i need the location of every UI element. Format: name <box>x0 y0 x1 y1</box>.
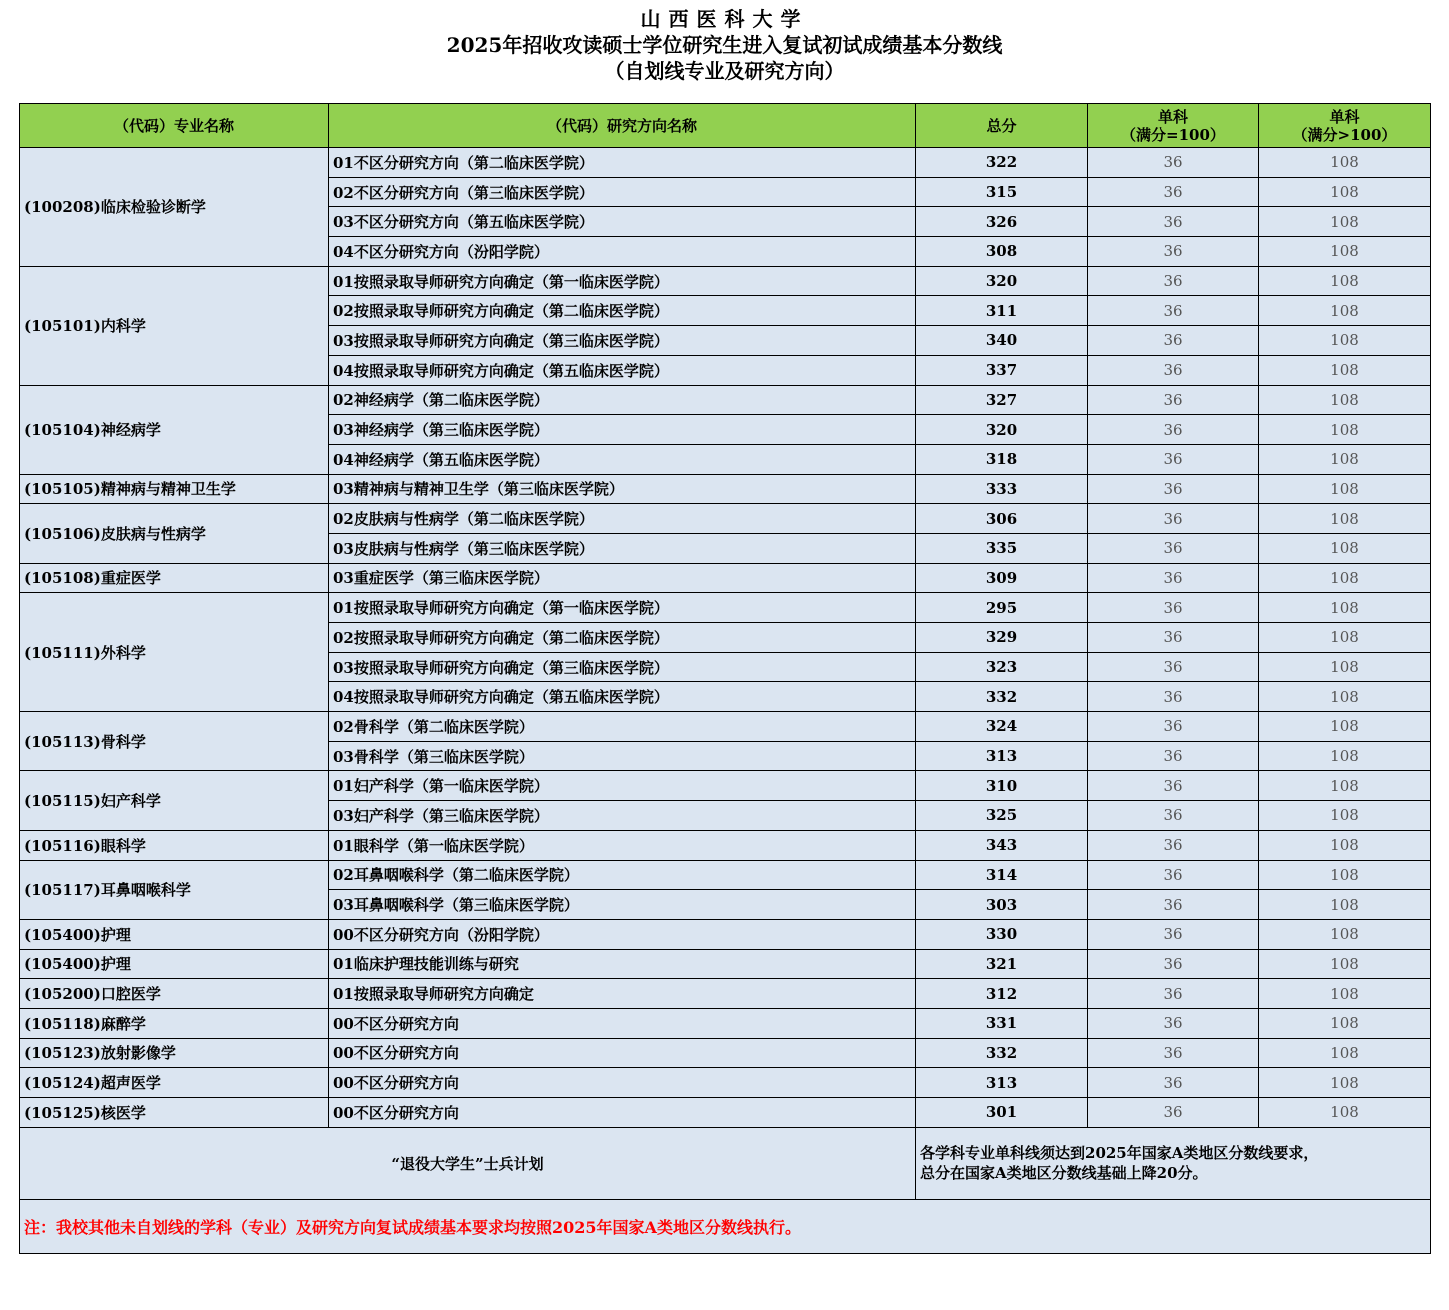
table-row <box>20 1008 1431 1038</box>
total-score: 325 <box>916 801 1088 831</box>
single-score-over-100: 108 <box>1259 474 1431 504</box>
major-name: (105108)重症医学 <box>20 563 329 593</box>
total-score: 311 <box>916 296 1088 326</box>
major-name: (100208)临床检验诊断学 <box>20 148 329 267</box>
header-single-100-l2: （满分=100） <box>1121 125 1225 144</box>
total-score: 337 <box>916 355 1088 385</box>
table-row <box>20 1098 1431 1128</box>
major-name: (105125)核医学 <box>20 1098 329 1128</box>
single-score-100: 36 <box>1088 682 1259 712</box>
direction-name: 01按照录取导师研究方向确定 <box>329 979 916 1009</box>
single-score-100: 36 <box>1088 890 1259 920</box>
direction-name: 04神经病学（第五临床医学院） <box>329 444 916 474</box>
single-score-over-100: 108 <box>1259 949 1431 979</box>
single-score-100: 36 <box>1088 474 1259 504</box>
direction-name: 00不区分研究方向（汾阳学院） <box>329 919 916 949</box>
plan-rule-line2: 总分在国家A类地区分数线基础上降20分。 <box>920 1164 1208 1183</box>
table-row <box>20 771 1431 801</box>
direction-name: 03耳鼻咽喉科学（第三临床医学院） <box>329 890 916 920</box>
single-score-100: 36 <box>1088 237 1259 267</box>
total-score: 313 <box>916 741 1088 771</box>
score-table <box>19 103 1431 1254</box>
total-score: 303 <box>916 890 1088 920</box>
major-name: (105106)皮肤病与性病学 <box>20 504 329 563</box>
major-name: (105115)妇产科学 <box>20 771 329 830</box>
single-score-100: 36 <box>1088 860 1259 890</box>
direction-name: 01按照录取导师研究方向确定（第一临床医学院） <box>329 266 916 296</box>
single-score-over-100: 108 <box>1259 148 1431 178</box>
direction-name: 03按照录取导师研究方向确定（第三临床医学院） <box>329 652 916 682</box>
major-name: (105124)超声医学 <box>20 1068 329 1098</box>
single-score-over-100: 108 <box>1259 385 1431 415</box>
single-score-100: 36 <box>1088 444 1259 474</box>
single-score-over-100: 108 <box>1259 563 1431 593</box>
single-score-100: 36 <box>1088 949 1259 979</box>
major-name: (105400)护理 <box>20 919 329 949</box>
single-score-100: 36 <box>1088 1068 1259 1098</box>
direction-name: 03不区分研究方向（第五临床医学院） <box>329 207 916 237</box>
direction-name: 02神经病学（第二临床医学院） <box>329 385 916 415</box>
single-score-100: 36 <box>1088 623 1259 653</box>
single-score-100: 36 <box>1088 415 1259 445</box>
total-score: 315 <box>916 177 1088 207</box>
direction-name: 03妇产科学（第三临床医学院） <box>329 801 916 831</box>
plan-row <box>20 1127 1431 1199</box>
header-single-100 <box>1088 104 1259 148</box>
total-score: 332 <box>916 682 1088 712</box>
single-score-over-100: 108 <box>1259 1098 1431 1128</box>
total-score: 306 <box>916 504 1088 534</box>
single-score-over-100: 108 <box>1259 712 1431 742</box>
total-score: 331 <box>916 1008 1088 1038</box>
single-score-100: 36 <box>1088 355 1259 385</box>
header-major: （代码）专业名称 <box>20 104 329 148</box>
single-score-over-100: 108 <box>1259 504 1431 534</box>
total-score: 340 <box>916 326 1088 356</box>
total-score: 320 <box>916 266 1088 296</box>
total-score: 321 <box>916 949 1088 979</box>
major-name: (105118)麻醉学 <box>20 1008 329 1038</box>
table-row <box>20 474 1431 504</box>
direction-name: 00不区分研究方向 <box>329 1008 916 1038</box>
direction-name: 03按照录取导师研究方向确定（第三临床医学院） <box>329 326 916 356</box>
single-score-100: 36 <box>1088 296 1259 326</box>
header-single-over-100-l2: （满分>100） <box>1292 125 1397 144</box>
total-score: 301 <box>916 1098 1088 1128</box>
direction-name: 01妇产科学（第一临床医学院） <box>329 771 916 801</box>
total-score: 322 <box>916 148 1088 178</box>
single-score-over-100: 108 <box>1259 177 1431 207</box>
major-name: (105113)骨科学 <box>20 712 329 771</box>
single-score-over-100: 108 <box>1259 860 1431 890</box>
direction-name: 04不区分研究方向（汾阳学院） <box>329 237 916 267</box>
single-score-100: 36 <box>1088 504 1259 534</box>
major-name: (105123)放射影像学 <box>20 1038 329 1068</box>
table-row <box>20 830 1431 860</box>
total-score: 308 <box>916 237 1088 267</box>
total-score: 313 <box>916 1068 1088 1098</box>
single-score-100: 36 <box>1088 712 1259 742</box>
university-name: 山西医科大学 <box>640 7 809 31</box>
single-score-over-100: 108 <box>1259 623 1431 653</box>
table-row <box>20 593 1431 623</box>
total-score: 320 <box>916 415 1088 445</box>
plan-rule <box>916 1127 1431 1199</box>
major-name: (105116)眼科学 <box>20 830 329 860</box>
single-score-100: 36 <box>1088 593 1259 623</box>
direction-name: 01眼科学（第一临床医学院） <box>329 830 916 860</box>
table-row <box>20 266 1431 296</box>
single-score-100: 36 <box>1088 326 1259 356</box>
direction-name: 01临床护理技能训练与研究 <box>329 949 916 979</box>
single-score-over-100: 108 <box>1259 444 1431 474</box>
total-score: 326 <box>916 207 1088 237</box>
single-score-100: 36 <box>1088 1008 1259 1038</box>
major-name: (105400)护理 <box>20 949 329 979</box>
title-main: 2025年招收攻读硕士学位研究生进入复试初试成绩基本分数线 <box>446 33 1003 57</box>
total-score: 333 <box>916 474 1088 504</box>
table-row <box>20 949 1431 979</box>
single-score-over-100: 108 <box>1259 207 1431 237</box>
single-score-100: 36 <box>1088 1038 1259 1068</box>
single-score-over-100: 108 <box>1259 593 1431 623</box>
direction-name: 02按照录取导师研究方向确定（第二临床医学院） <box>329 623 916 653</box>
single-score-over-100: 108 <box>1259 771 1431 801</box>
header-direction: （代码）研究方向名称 <box>329 104 916 148</box>
total-score: 310 <box>916 771 1088 801</box>
single-score-over-100: 108 <box>1259 533 1431 563</box>
direction-name: 01按照录取导师研究方向确定（第一临床医学院） <box>329 593 916 623</box>
single-score-over-100: 108 <box>1259 266 1431 296</box>
single-score-100: 36 <box>1088 563 1259 593</box>
major-name: (105200)口腔医学 <box>20 979 329 1009</box>
table-body <box>20 148 1431 1128</box>
header-row <box>20 104 1431 148</box>
single-score-over-100: 108 <box>1259 890 1431 920</box>
major-name: (105105)精神病与精神卫生学 <box>20 474 329 504</box>
single-score-100: 36 <box>1088 207 1259 237</box>
direction-name: 04按照录取导师研究方向确定（第五临床医学院） <box>329 355 916 385</box>
major-name: (105101)内科学 <box>20 266 329 385</box>
total-score: 330 <box>916 919 1088 949</box>
direction-name: 03皮肤病与性病学（第三临床医学院） <box>329 533 916 563</box>
direction-name: 00不区分研究方向 <box>329 1098 916 1128</box>
total-score: 329 <box>916 623 1088 653</box>
single-score-over-100: 108 <box>1259 415 1431 445</box>
single-score-over-100: 108 <box>1259 682 1431 712</box>
table-row <box>20 563 1431 593</box>
plan-rule-line1: 各学科专业单科线须达到2025年国家A类地区分数线要求， <box>920 1144 1319 1163</box>
single-score-100: 36 <box>1088 979 1259 1009</box>
total-score: 324 <box>916 712 1088 742</box>
header-total: 总分 <box>916 104 1088 148</box>
single-score-over-100: 108 <box>1259 979 1431 1009</box>
major-name: (105111)外科学 <box>20 593 329 712</box>
single-score-over-100: 108 <box>1259 1008 1431 1038</box>
single-score-100: 36 <box>1088 533 1259 563</box>
table-row <box>20 979 1431 1009</box>
footnote: 注：我校其他未自划线的学科（专业）及研究方向复试成绩基本要求均按照2025年国家A类地区分数线执行。 <box>20 1199 1431 1253</box>
table-row <box>20 385 1431 415</box>
direction-name: 03精神病与精神卫生学（第三临床医学院） <box>329 474 916 504</box>
major-name: (105117)耳鼻咽喉科学 <box>20 860 329 919</box>
single-score-100: 36 <box>1088 771 1259 801</box>
direction-name: 02皮肤病与性病学（第二临床医学院） <box>329 504 916 534</box>
direction-name: 00不区分研究方向 <box>329 1068 916 1098</box>
single-score-100: 36 <box>1088 919 1259 949</box>
single-score-100: 36 <box>1088 148 1259 178</box>
direction-name: 02不区分研究方向（第三临床医学院） <box>329 177 916 207</box>
single-score-100: 36 <box>1088 652 1259 682</box>
direction-name: 00不区分研究方向 <box>329 1038 916 1068</box>
single-score-100: 36 <box>1088 266 1259 296</box>
single-score-100: 36 <box>1088 177 1259 207</box>
table-row <box>20 919 1431 949</box>
table-row <box>20 1038 1431 1068</box>
header-single-over-100-l1: 单科 <box>1329 107 1360 126</box>
table-row <box>20 148 1431 178</box>
table-row <box>20 504 1431 534</box>
table-row <box>20 860 1431 890</box>
total-score: 335 <box>916 533 1088 563</box>
total-score: 314 <box>916 860 1088 890</box>
total-score: 343 <box>916 830 1088 860</box>
single-score-100: 36 <box>1088 830 1259 860</box>
single-score-over-100: 108 <box>1259 355 1431 385</box>
table-row <box>20 712 1431 742</box>
single-score-over-100: 108 <box>1259 652 1431 682</box>
direction-name: 02骨科学（第二临床医学院） <box>329 712 916 742</box>
direction-name: 03神经病学（第三临床医学院） <box>329 415 916 445</box>
single-score-over-100: 108 <box>1259 830 1431 860</box>
direction-name: 03骨科学（第三临床医学院） <box>329 741 916 771</box>
total-score: 318 <box>916 444 1088 474</box>
total-score: 295 <box>916 593 1088 623</box>
single-score-100: 36 <box>1088 741 1259 771</box>
document-title <box>0 6 1449 84</box>
plan-name: “退役大学生”士兵计划 <box>20 1127 916 1199</box>
single-score-over-100: 108 <box>1259 1068 1431 1098</box>
single-score-over-100: 108 <box>1259 326 1431 356</box>
title-subtitle: （自划线专业及研究方向） <box>604 59 845 83</box>
major-name: (105104)神经病学 <box>20 385 329 474</box>
total-score: 332 <box>916 1038 1088 1068</box>
direction-name: 02按照录取导师研究方向确定（第二临床医学院） <box>329 296 916 326</box>
single-score-over-100: 108 <box>1259 801 1431 831</box>
header-single-over-100 <box>1259 104 1431 148</box>
single-score-over-100: 108 <box>1259 741 1431 771</box>
direction-name: 03重症医学（第三临床医学院） <box>329 563 916 593</box>
single-score-over-100: 108 <box>1259 1038 1431 1068</box>
total-score: 312 <box>916 979 1088 1009</box>
single-score-over-100: 108 <box>1259 296 1431 326</box>
table-row <box>20 1068 1431 1098</box>
direction-name: 02耳鼻咽喉科学（第二临床医学院） <box>329 860 916 890</box>
total-score: 327 <box>916 385 1088 415</box>
direction-name: 04按照录取导师研究方向确定（第五临床医学院） <box>329 682 916 712</box>
header-single-100-l1: 单科 <box>1157 107 1188 126</box>
total-score: 309 <box>916 563 1088 593</box>
direction-name: 01不区分研究方向（第二临床医学院） <box>329 148 916 178</box>
single-score-100: 36 <box>1088 801 1259 831</box>
single-score-over-100: 108 <box>1259 237 1431 267</box>
single-score-100: 36 <box>1088 1098 1259 1128</box>
single-score-100: 36 <box>1088 385 1259 415</box>
total-score: 323 <box>916 652 1088 682</box>
single-score-over-100: 108 <box>1259 919 1431 949</box>
note-row <box>20 1199 1431 1253</box>
